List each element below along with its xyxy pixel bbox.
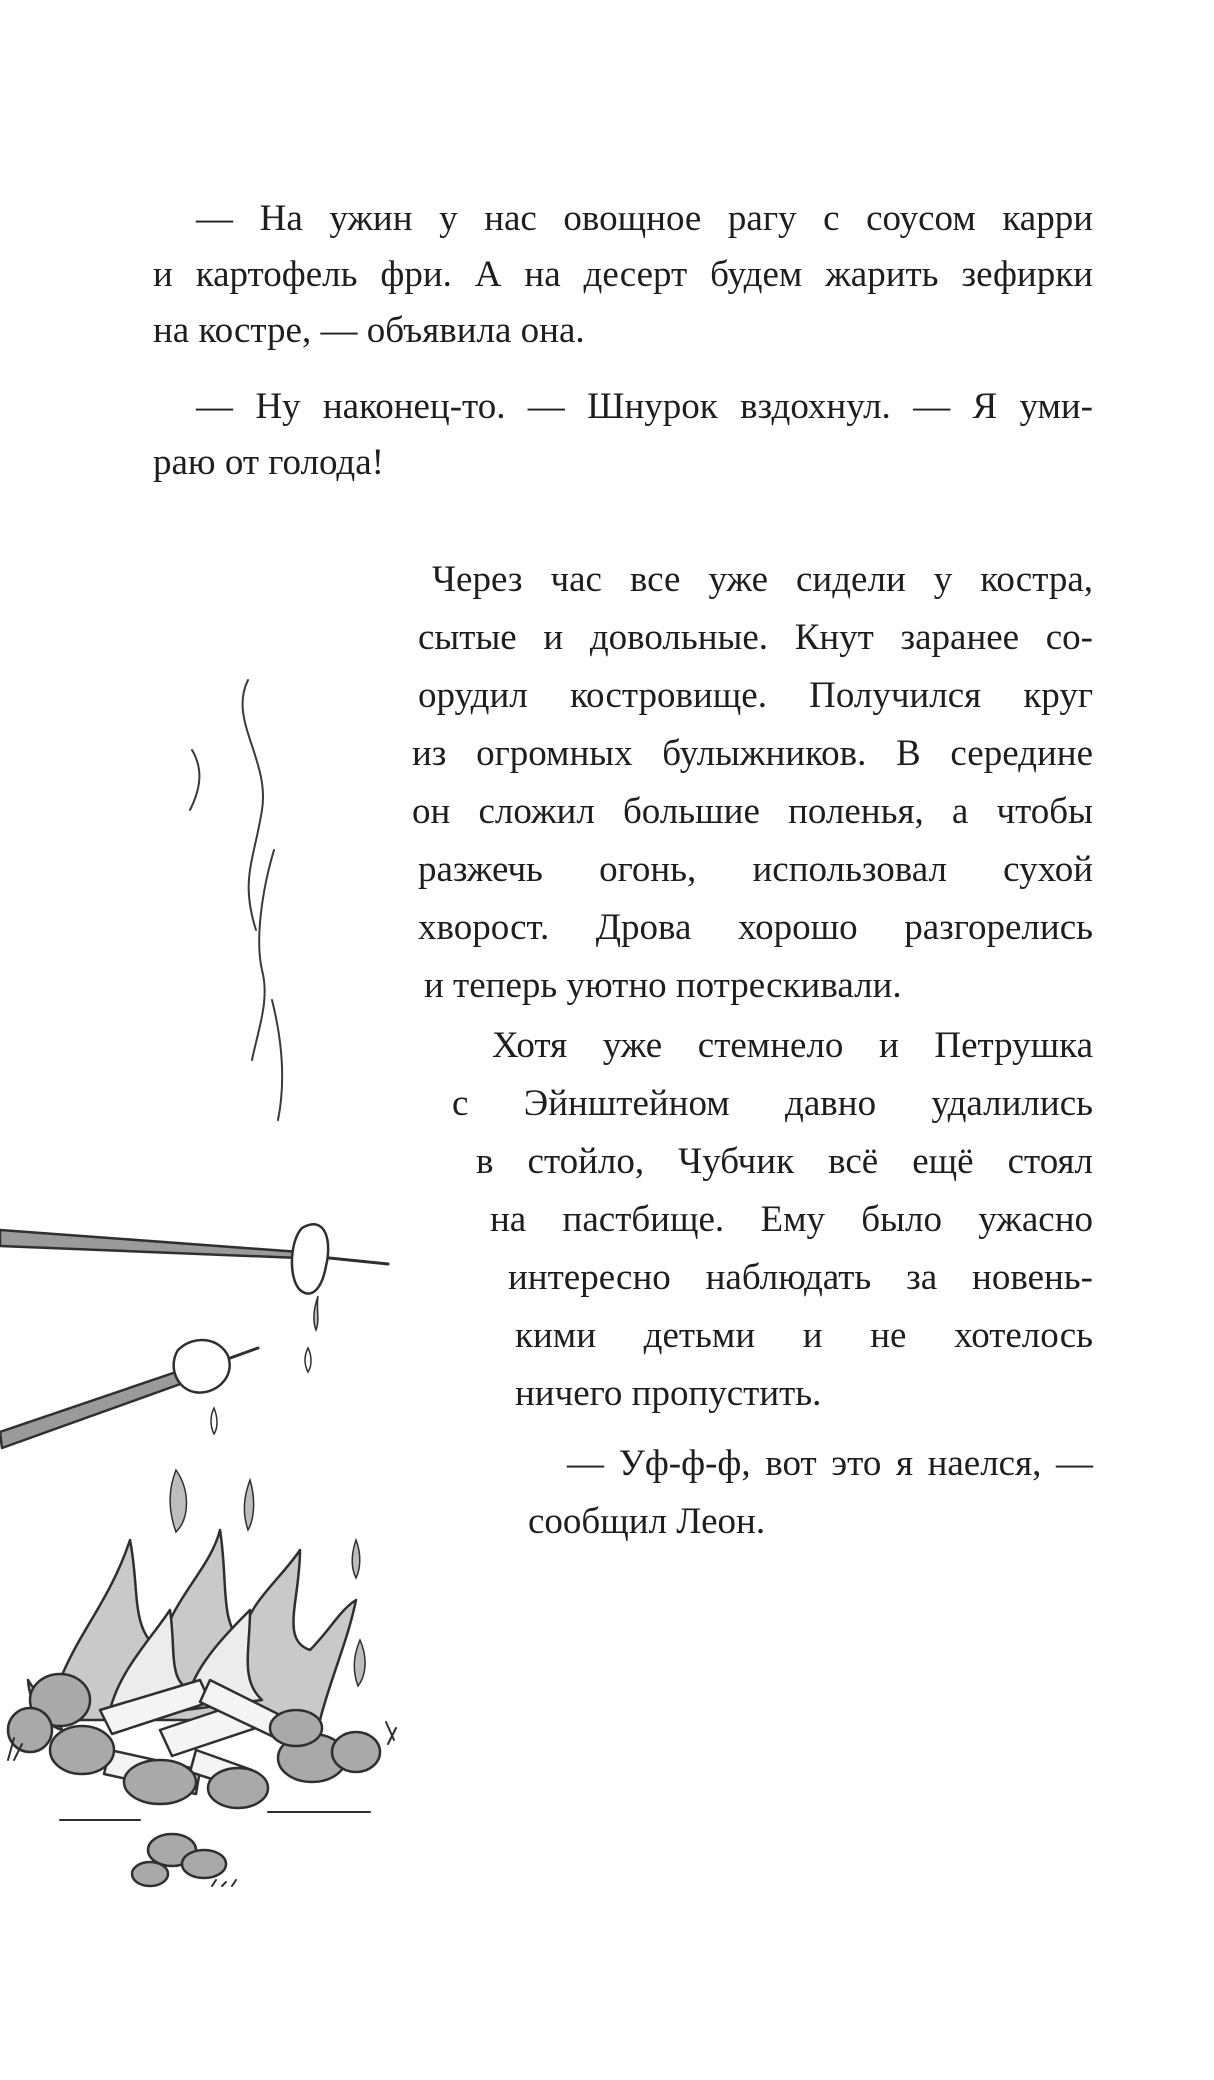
text-line: Хотя уже стемнело и Петрушка — [492, 1025, 1093, 1066]
text-line: орудил костровище. Получился круг — [418, 675, 1093, 716]
text-line: сообщил Леон. — [528, 1501, 766, 1542]
campfire-with-marshmallows-icon — [0, 640, 400, 1900]
text-line: раю от голода! — [153, 442, 384, 483]
text-line: и теперь уютно потрескивали. — [424, 965, 902, 1006]
text-line: — На ужин у нас овощное рагу с соусом карри — [196, 198, 1093, 239]
text-line: Через час все уже сидели у костра, — [432, 559, 1093, 600]
upper-stick-icon — [0, 1224, 388, 1330]
text-line: он сложил большие поленья, а чтобы — [412, 791, 1093, 832]
lower-stick-icon — [0, 1340, 311, 1448]
text-line: хворост. Дрова хорошо разгорелись — [418, 907, 1093, 948]
text-line: с Эйнштейном давно удалились — [452, 1083, 1093, 1124]
marshmallow-icon — [292, 1224, 328, 1293]
text-line: на пастбище. Ему было ужасно — [490, 1199, 1093, 1240]
text-line: кими детьми и не хотелось — [515, 1315, 1093, 1356]
text-line: сытые и довольные. Кнут заранее со- — [418, 617, 1093, 658]
text-line: разжечь огонь, использовал сухой — [418, 849, 1093, 890]
marshmallow-icon — [174, 1340, 230, 1393]
text-line: — Ну наконец-то. — Шнурок вздохнул. — Я уми- — [196, 386, 1093, 427]
text-line: ничего пропустить. — [515, 1373, 822, 1414]
text-line: на костре, — объявила она. — [153, 310, 585, 351]
text-line: и картофель фри. А на десерт будем жарить зефирки — [153, 254, 1093, 295]
text-line: — Уф-ф-ф, вот это я наелся, — — [567, 1443, 1093, 1484]
text-line: из огромных булыжников. В середине — [412, 733, 1093, 774]
smoke-icon — [190, 680, 282, 1120]
text-line: в стойло, Чубчик всё ещё стоял — [476, 1141, 1093, 1182]
text-line: интересно наблюдать за новень- — [508, 1257, 1093, 1298]
